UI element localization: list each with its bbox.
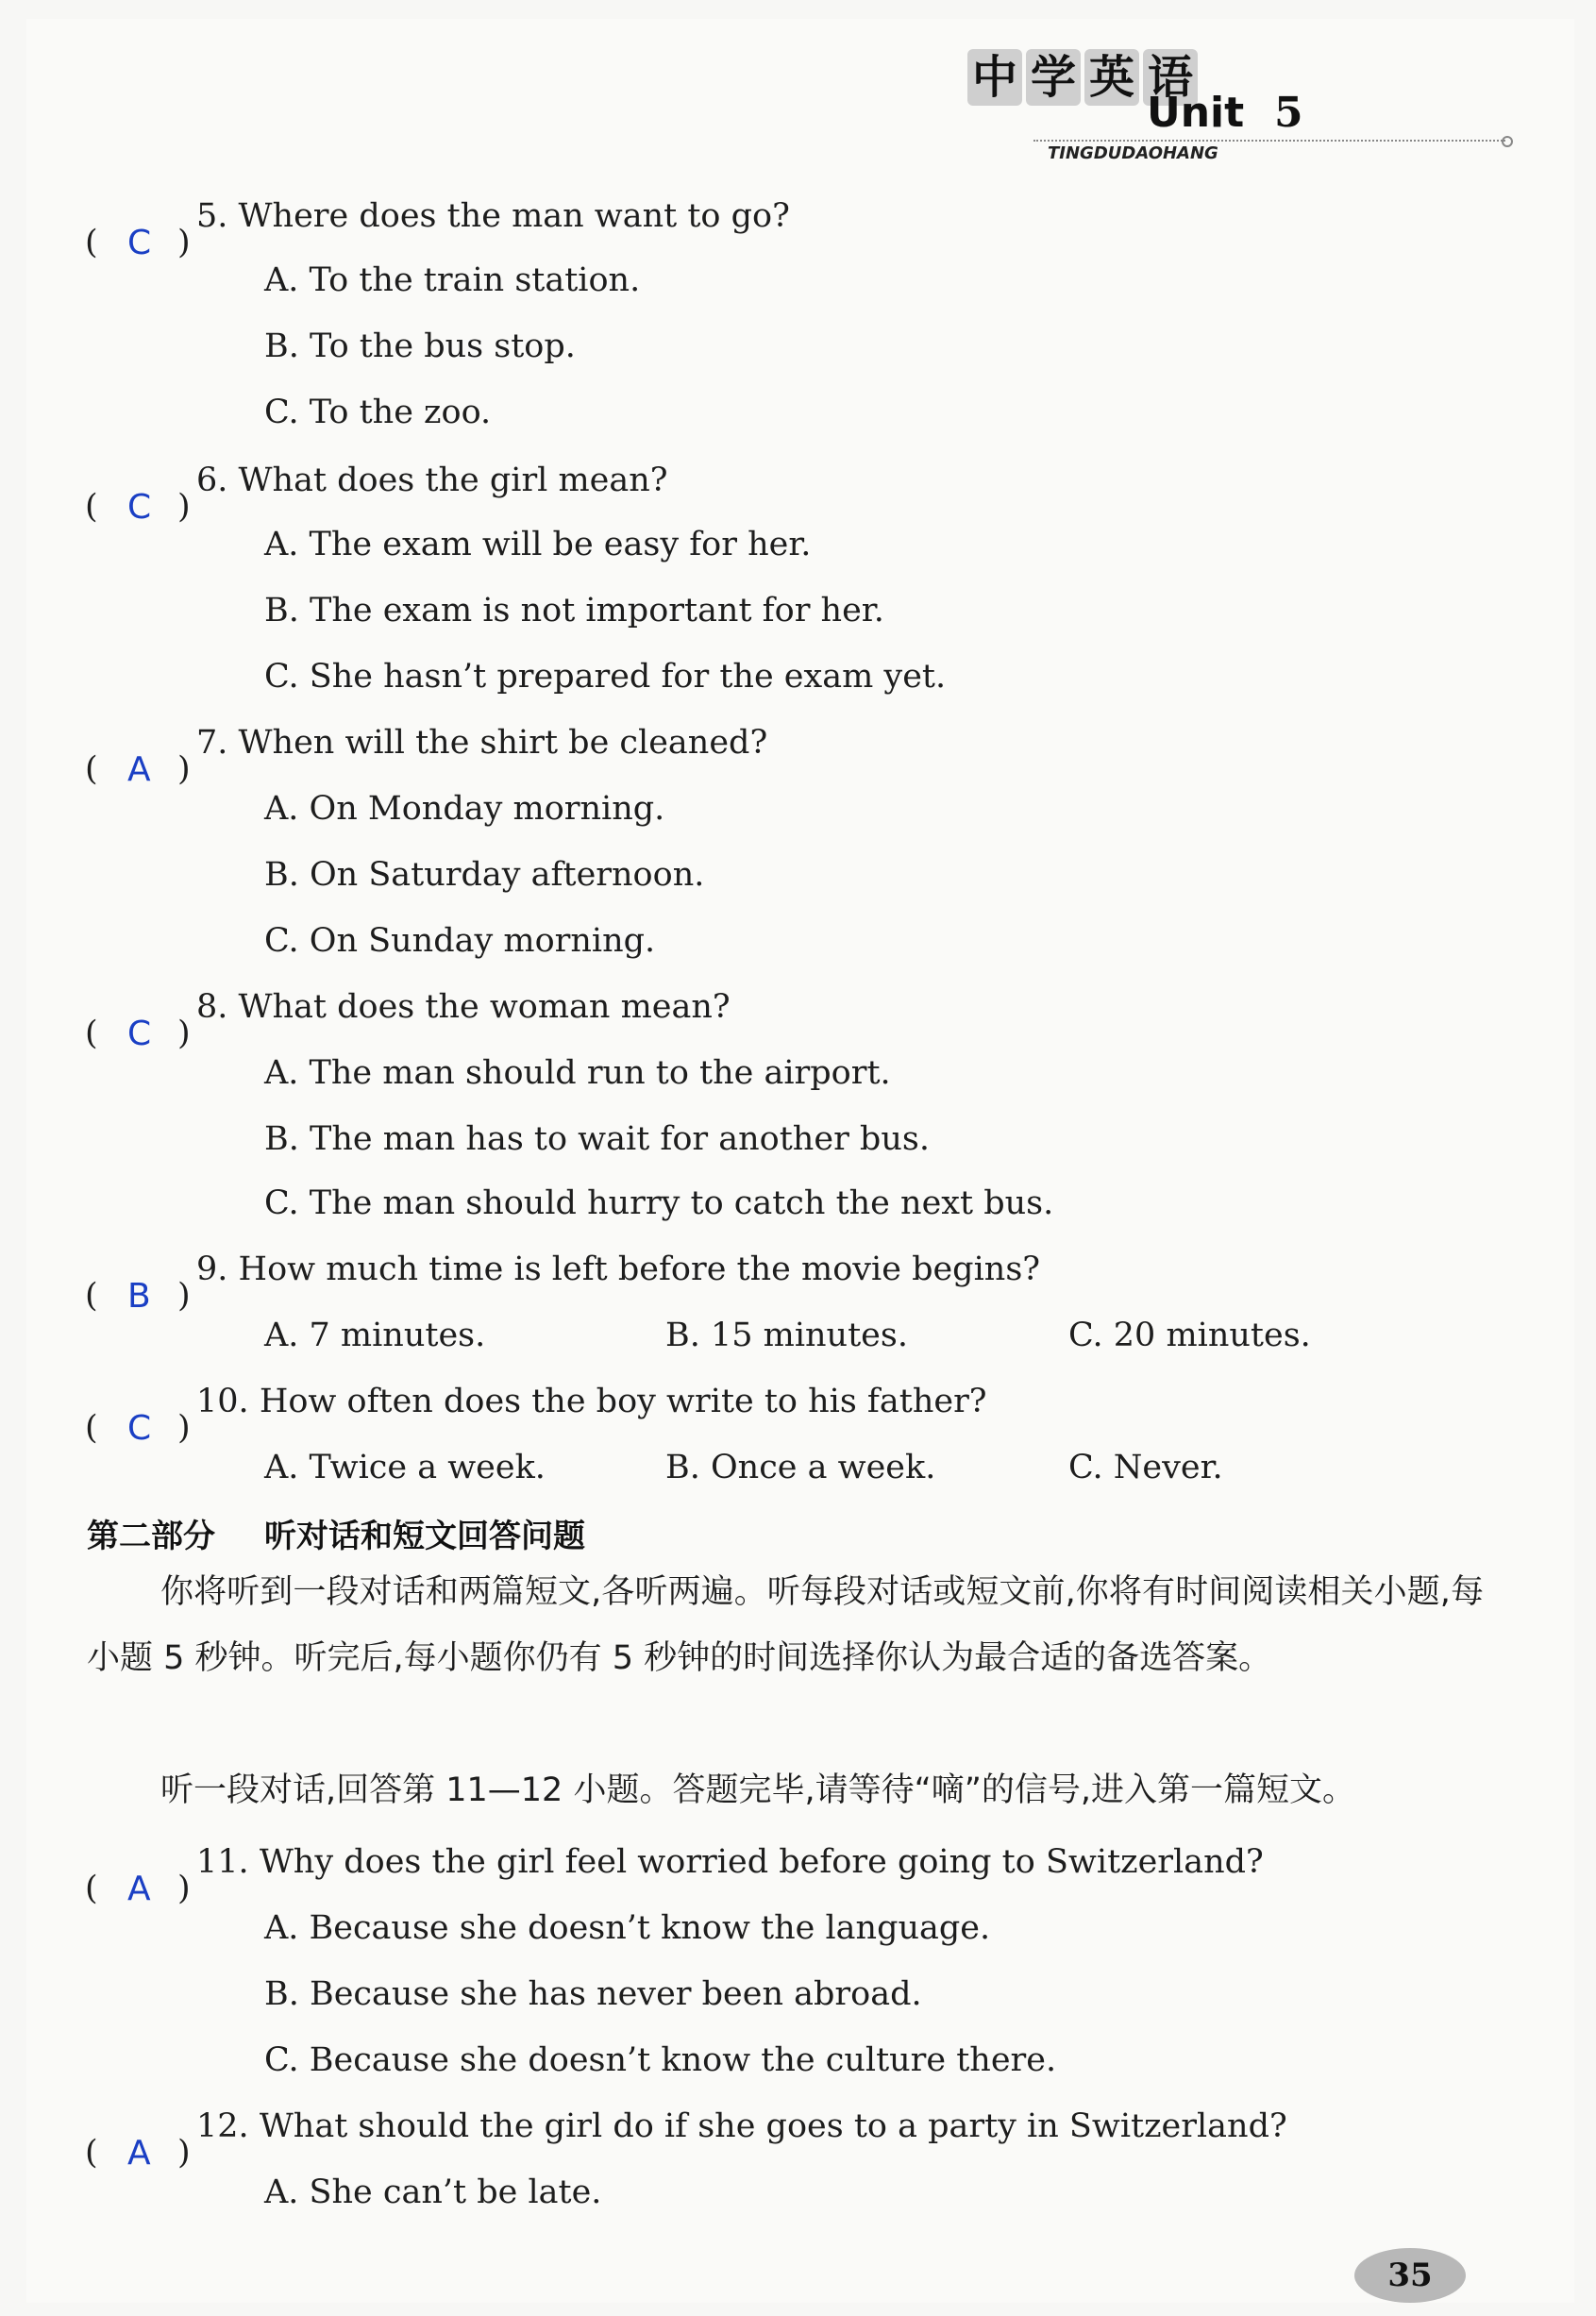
option-c: C. 20 minutes. [1068,1317,1311,1354]
page-header [967,49,1515,162]
question-6: ( C ) 6. What does the girl mean? [85,462,668,527]
question-text: When will the shirt be cleaned? [238,724,768,762]
question-9: ( B ) 9. How much time is left before the movie begins? [85,1250,1041,1316]
header-tagline: TINGDUDAOHANG [1048,143,1218,163]
workbook-page [26,19,1574,2303]
question-number: 6. [196,462,228,499]
answer-letter: C [127,1015,152,1053]
question-number: 5. [196,197,228,235]
option-b: B. On Saturday afternoon. [264,856,705,894]
option-a: A. 7 minutes. [264,1317,486,1354]
question-5: ( C ) 5. Where does the man want to go? [85,197,790,262]
option-c: C. Never. [1068,1449,1223,1486]
answer-letter: A [127,750,151,789]
series-char: 学 [1026,49,1081,106]
dialogue-note: 听一段对话,回答第 11—12 小题。答题完毕,请等待“嘀”的信号,进入第一篇短文。 [160,1771,1355,1809]
question-number: 9. [196,1250,228,1288]
option-b: B. 15 minutes. [665,1317,908,1354]
answer-letter: A [127,1870,151,1908]
answer-letter: A [127,2134,151,2173]
option-b: B. Once a week. [665,1449,936,1486]
section-title [87,1510,585,1556]
answer-letter: C [127,1409,152,1448]
question-text: What does the girl mean? [238,462,668,499]
question-text: How much time is left before the movie begins? [238,1250,1041,1288]
question-text: What does the woman mean? [238,988,731,1026]
option-c: C. On Sunday morning. [264,922,656,960]
question-text: Why does the girl feel worried before going to Switzerland? [259,1843,1264,1881]
question-number: 11. [196,1843,249,1881]
option-a: A. On Monday morning. [264,790,665,828]
series-char: 语 [1143,49,1198,106]
option-b: B. The man has to wait for another bus. [264,1120,930,1158]
page-number: 35 [1354,2248,1466,2303]
unit-label: Unit [1147,89,1245,137]
question-number: 8. [196,988,228,1026]
option-a: A. Twice a week. [264,1449,546,1486]
question-number: 10. [196,1383,249,1420]
answer-letter: C [127,224,152,262]
question-number: 7. [196,724,228,762]
option-c: C. To the zoo. [264,394,492,431]
option-a: A. The man should run to the airport. [264,1054,891,1092]
series-char: 英 [1084,49,1139,106]
section-instructions: 你将听到一段对话和两篇短文,各听两遍。听每段对话或短文前,你将有时间阅读相关小题,每小题 5 秒钟。听完后,每小题你仍有 5 秒钟的时间选择你认为最合适的备选答案。 [87,1573,1484,1677]
option-a: A. To the train station. [264,261,641,299]
option-c: C. Because she doesn’t know the culture there. [264,2041,1057,2079]
question-10: ( C ) 10. How often does the boy write to his father? [85,1383,987,1448]
question-11: ( A ) 11. Why does the girl feel worried before going to Switzerland? [85,1843,1264,1908]
question-number: 12. [196,2107,249,2145]
option-b: B. Because she has never been abroad. [264,1975,922,2013]
question-8: ( C ) 8. What does the woman mean? [85,988,731,1053]
option-c: C. She hasn’t prepared for the exam yet. [264,658,947,696]
answer-letter: B [127,1277,151,1316]
series-char: 中 [967,49,1022,106]
section-heading: 听对话和短文回答问题 [264,1518,585,1555]
question-text: How often does the boy write to his father? [259,1383,987,1420]
unit-number: 5 [1274,89,1303,137]
option-a: A. She can’t be late. [264,2173,602,2211]
option-c: C. The man should hurry to catch the next bus. [264,1184,1054,1222]
question-text: What should the girl do if she goes to a party in Switzerland? [259,2107,1287,2145]
option-b: B. The exam is not important for her. [264,592,884,629]
option-a: A. Because she doesn’t know the language. [264,1909,991,1947]
section-part: 第二部分 [87,1518,215,1555]
question-text: Where does the man want to go? [238,197,790,235]
option-b: B. To the bus stop. [264,327,576,365]
question-7: ( A ) 7. When will the shirt be cleaned? [85,724,768,789]
header-divider [1033,140,1505,142]
option-a: A. The exam will be easy for her. [264,526,812,563]
question-12: ( A ) 12. What should the girl do if she goes to a party in Switzerland? [85,2107,1287,2173]
answer-letter: C [127,488,152,527]
